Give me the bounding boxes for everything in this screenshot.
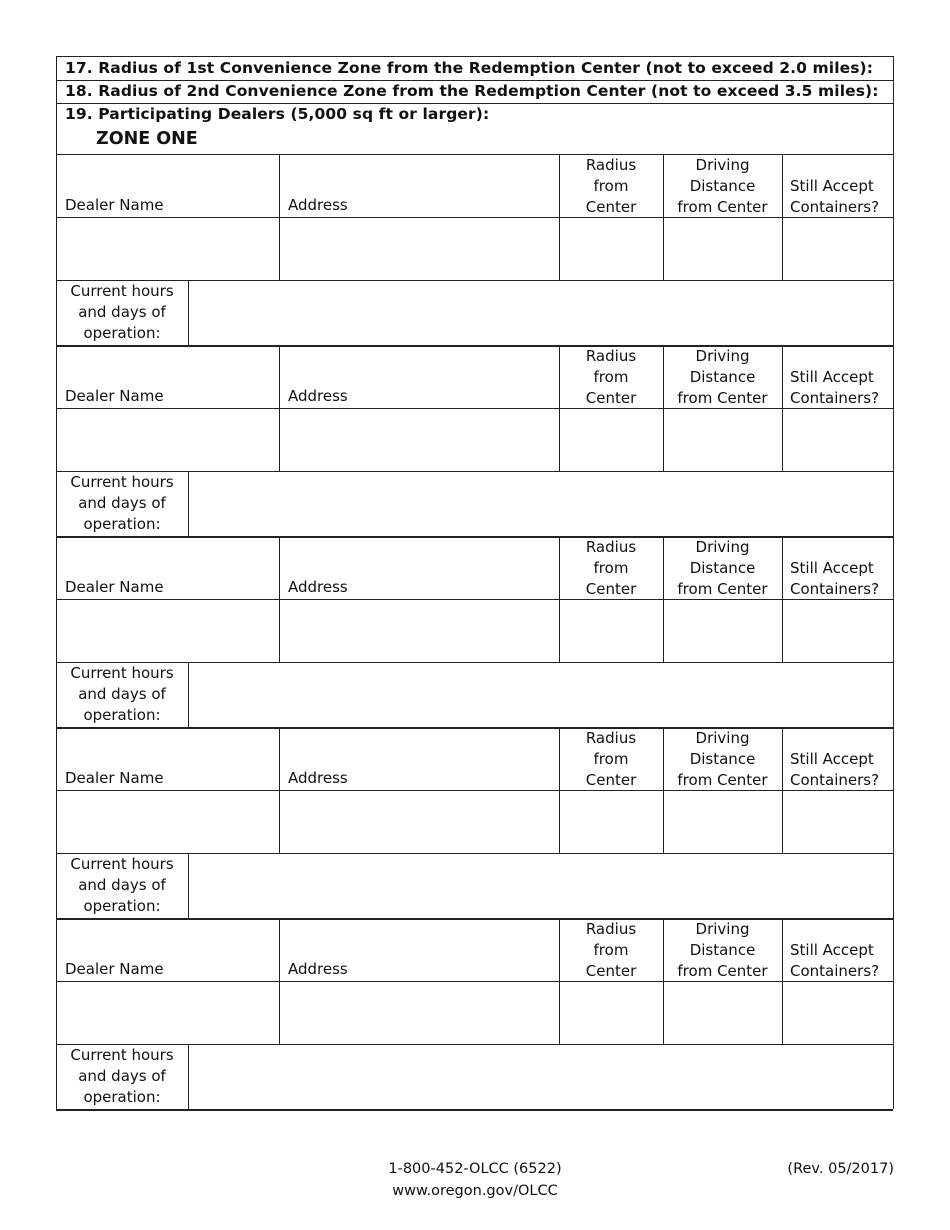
address-field[interactable] [280, 982, 558, 1043]
still-accept-header: Containers? [790, 580, 880, 598]
question-18: 18. Radius of 2nd Convenience Zone from the Redemption Center (not to exceed 3.5 miles): [65, 82, 879, 100]
radius-header: Radius [585, 538, 637, 556]
still-accept-header: Still Accept [790, 941, 874, 959]
address-header: Address [288, 196, 348, 214]
dealer-name-header: Dealer Name [65, 769, 164, 787]
hours-field[interactable] [189, 281, 892, 344]
dealer-name-field[interactable] [57, 409, 278, 470]
zone-one-heading: ZONE ONE [96, 129, 198, 149]
hours-field[interactable] [189, 1045, 892, 1108]
address-field[interactable] [280, 409, 558, 470]
hours-label: Current hours [70, 282, 174, 300]
hours-field[interactable] [189, 472, 892, 535]
still-accept-field[interactable] [783, 218, 892, 279]
radius-header: Radius [585, 920, 637, 938]
radius-field[interactable] [560, 791, 662, 852]
dealer-name-field[interactable] [57, 218, 278, 279]
hours-label: and days of [78, 876, 166, 894]
dealer-name-field[interactable] [57, 982, 278, 1043]
hours-label: and days of [78, 685, 166, 703]
address-header: Address [288, 769, 348, 787]
hours-label: and days of [78, 494, 166, 512]
dealer-name-header: Dealer Name [65, 387, 164, 405]
hours-label: Current hours [70, 473, 174, 491]
radius-header: from [593, 750, 629, 768]
radius-field[interactable] [560, 218, 662, 279]
driving-distance-field[interactable] [664, 982, 781, 1043]
dealer-name-field[interactable] [57, 600, 278, 661]
address-header: Address [288, 387, 348, 405]
driving-distance-field[interactable] [664, 600, 781, 661]
radius-field[interactable] [560, 600, 662, 661]
question-19: 19. Participating Dealers (5,000 sq ft or larger): [65, 105, 490, 123]
still-accept-field[interactable] [783, 600, 892, 661]
driving-distance-header: Driving [695, 920, 750, 938]
address-field[interactable] [280, 600, 558, 661]
hours-label: operation: [83, 515, 161, 533]
hours-label: operation: [83, 1088, 161, 1106]
radius-header: Radius [585, 156, 637, 174]
radius-field[interactable] [560, 982, 662, 1043]
footer-website: www.oregon.gov/OLCC [392, 1183, 558, 1199]
hours-label: Current hours [70, 855, 174, 873]
hours-label: operation: [83, 897, 161, 915]
question-17: 17. Radius of 1st Convenience Zone from the Redemption Center (not to exceed 2.0 miles): [65, 59, 874, 77]
hours-label: Current hours [70, 1046, 174, 1064]
radius-header: Center [585, 580, 637, 598]
still-accept-header: Still Accept [790, 750, 874, 768]
radius-header: Center [585, 198, 637, 216]
driving-distance-header: from Center [677, 771, 768, 789]
driving-distance-field[interactable] [664, 791, 781, 852]
driving-distance-field[interactable] [664, 409, 781, 470]
hours-label: operation: [83, 324, 161, 342]
driving-distance-header: Driving [695, 156, 750, 174]
address-field[interactable] [280, 791, 558, 852]
driving-distance-header: Driving [695, 729, 750, 747]
radius-header: from [593, 941, 629, 959]
radius-header: from [593, 177, 629, 195]
still-accept-header: Containers? [790, 198, 880, 216]
hours-field[interactable] [189, 854, 892, 917]
footer-revision: (Rev. 05/2017) [787, 1161, 894, 1177]
still-accept-header: Containers? [790, 962, 880, 980]
radius-header: Center [585, 962, 637, 980]
radius-header: from [593, 368, 629, 386]
still-accept-field[interactable] [783, 982, 892, 1043]
driving-distance-header: from Center [677, 389, 768, 407]
dealer-name-header: Dealer Name [65, 578, 164, 596]
hours-label: Current hours [70, 664, 174, 682]
hours-field[interactable] [189, 663, 892, 726]
dealer-name-header: Dealer Name [65, 960, 164, 978]
address-field[interactable] [280, 218, 558, 279]
driving-distance-header: Driving [695, 347, 750, 365]
address-header: Address [288, 960, 348, 978]
driving-distance-header: Distance [689, 368, 756, 386]
dealer-name-field[interactable] [57, 791, 278, 852]
hours-label: operation: [83, 706, 161, 724]
radius-header: Radius [585, 729, 637, 747]
still-accept-field[interactable] [783, 791, 892, 852]
driving-distance-header: Distance [689, 559, 756, 577]
radius-header: Radius [585, 347, 637, 365]
still-accept-field[interactable] [783, 409, 892, 470]
driving-distance-field[interactable] [664, 218, 781, 279]
still-accept-header: Containers? [790, 771, 880, 789]
driving-distance-header: Driving [695, 538, 750, 556]
driving-distance-header: Distance [689, 750, 756, 768]
driving-distance-header: Distance [689, 177, 756, 195]
radius-header: Center [585, 389, 637, 407]
hours-label: and days of [78, 1067, 166, 1085]
still-accept-header: Containers? [790, 389, 880, 407]
radius-header: from [593, 559, 629, 577]
address-header: Address [288, 578, 348, 596]
driving-distance-header: Distance [689, 941, 756, 959]
radius-header: Center [585, 771, 637, 789]
still-accept-header: Still Accept [790, 368, 874, 386]
hours-label: and days of [78, 303, 166, 321]
still-accept-header: Still Accept [790, 559, 874, 577]
footer-phone: 1-800-452-OLCC (6522) [388, 1161, 562, 1177]
driving-distance-header: from Center [677, 962, 768, 980]
radius-field[interactable] [560, 409, 662, 470]
driving-distance-header: from Center [677, 198, 768, 216]
dealer-name-header: Dealer Name [65, 196, 164, 214]
still-accept-header: Still Accept [790, 177, 874, 195]
driving-distance-header: from Center [677, 580, 768, 598]
